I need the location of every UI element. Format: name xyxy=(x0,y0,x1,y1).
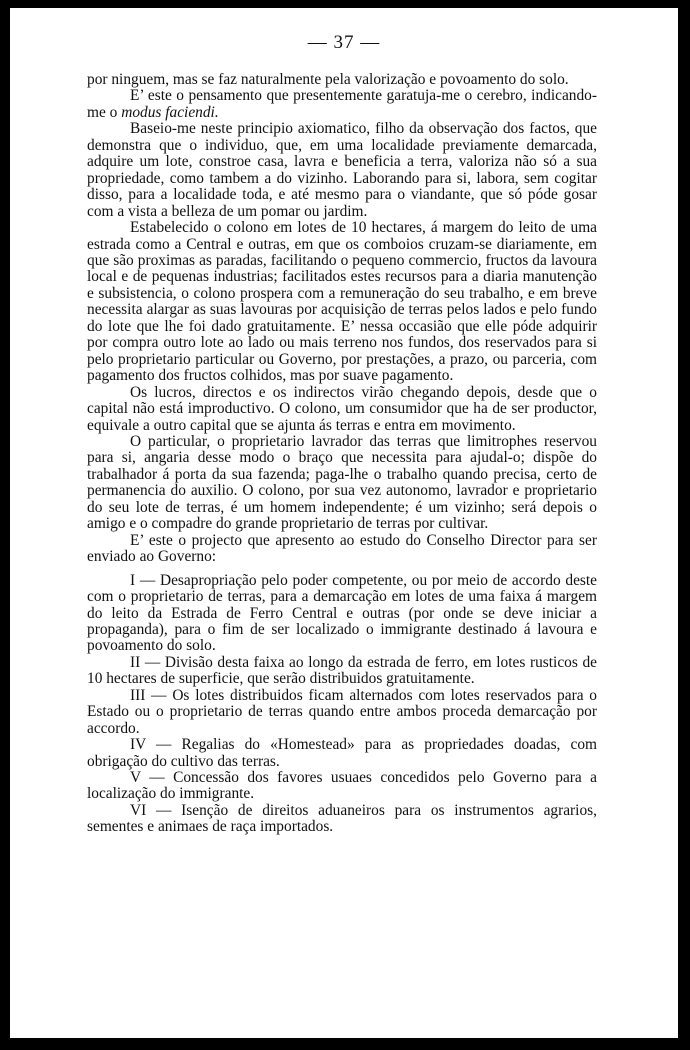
clause-item: II — Divisão desta faixa ao longo da estrada de ferro, em lotes rusticos de 10 hectares de superficie, que serão distribuidos gratuitamente. xyxy=(87,653,597,688)
paragraph: Estabelecido o colono em lotes de 10 hectares, á margem do leito de uma estrada como a Central e outras, em que os comboios cruzam-se diariamente, em que são proximas as paradas, facilitando o pequeno commercio, fructos da lavoura local e de pequenas industrias; facilitados estes recursos para a diaria manutenção e subsistencia, o colono prospera com a remuneração do seu trabalho, e em breve necessita alargar as suas lavouras por acquisição de terras pelos lados e pelo fundo do lote que lhe foi dado gratuitamente. E’ nessa occasião que elle póde adquirir por compra outro lote ao lado ou mais terreno nos fundos, dos reservados para si pelo proprietario particular ou Governo, por prestações, a prazo, ou parceria, com pagamento dos fructos colhidos, mas por suave pagamento. xyxy=(87,219,597,385)
clause-item: III — Os lotes distribuidos ficam alternados com lotes reservados para o Estado ou o proprietario de terras quando entre ambos proceda demarcação por accordo. xyxy=(87,686,597,737)
clause-item: IV — Regalias do «Homestead» para as propriedades doadas, com obrigação do cultivo das terras. xyxy=(87,736,597,770)
page-number: — 37 — xyxy=(307,32,381,53)
italic-phrase: modus faciendi. xyxy=(121,103,219,121)
paragraph: Baseio-me neste principio axiomatico, filho da observação dos factos, que demonstra que o individuo, que, em uma localidade previamente demarcada, adquire um lote, constroe casa, lavra e beneficia a terra, valoriza não só a sua propriedade, como tambem a do vizinho. Laborando para si, labora, sem cogitar disso, para a localidade toda, e até mesmo para o viandante, que só póde gosar com a vista a belleza de um pomar ou jardim. xyxy=(87,120,597,220)
body-text xyxy=(87,72,597,836)
paragraph: E’ este o projecto que apresento ao estudo do Conselho Director para ser enviado ao Governo: xyxy=(87,531,597,566)
document-page xyxy=(10,8,678,1038)
clause-item: VI — Isenção de direitos aduaneiros para os instrumentos agrarios, sementes e animaes de raça importados. xyxy=(87,801,597,836)
clause-item: V — Concessão dos favores usuaes concedidos pelo Governo para a localização do immigrante. xyxy=(87,769,597,803)
paragraph: O particular, o proprietario lavrador das terras que limitrophes reservou para si, angaria desse modo o braço que necessita para ajudal-o; dispõe do trabalhador á porta da sua fazenda; paga-lhe o trabalho quando precisa, certo de permanencia do auxilio. O colono, por sua vez autonomo, lavrador e proprietario do seu lote de terras, é um homem independente; é um vizinho; será depois o amigo e o compadre do grande proprietario de terras por cultivar. xyxy=(87,432,597,533)
paragraph: Os lucros, directos e os indirectos virão chegando depois, desde que o capital não está improductivo. O colono, um consumidor que ha de ser productor, equivale a outro capital que se ajunta ás terras e entra em movimento. xyxy=(87,383,597,434)
paragraph: por ninguem, mas se faz naturalmente pela valorização e povoamento do solo. xyxy=(87,71,569,88)
clause-item: I — Desapropriação pelo poder competente, ou por meio de accordo deste com o proprietario de terras, para a demarcação em lotes de uma faixa á margem do leito da Estrada de Ferro Central e outras (por onde se deve iniciar a propaganda), para o fim de ser localizado o immigrante destinado á lavoura e povoamento do solo. xyxy=(87,571,597,655)
paragraph-text: E’ este o pensamento que presentemente garatuja-me o cerebro, indicando-me o xyxy=(87,87,597,121)
paragraph xyxy=(87,88,597,121)
